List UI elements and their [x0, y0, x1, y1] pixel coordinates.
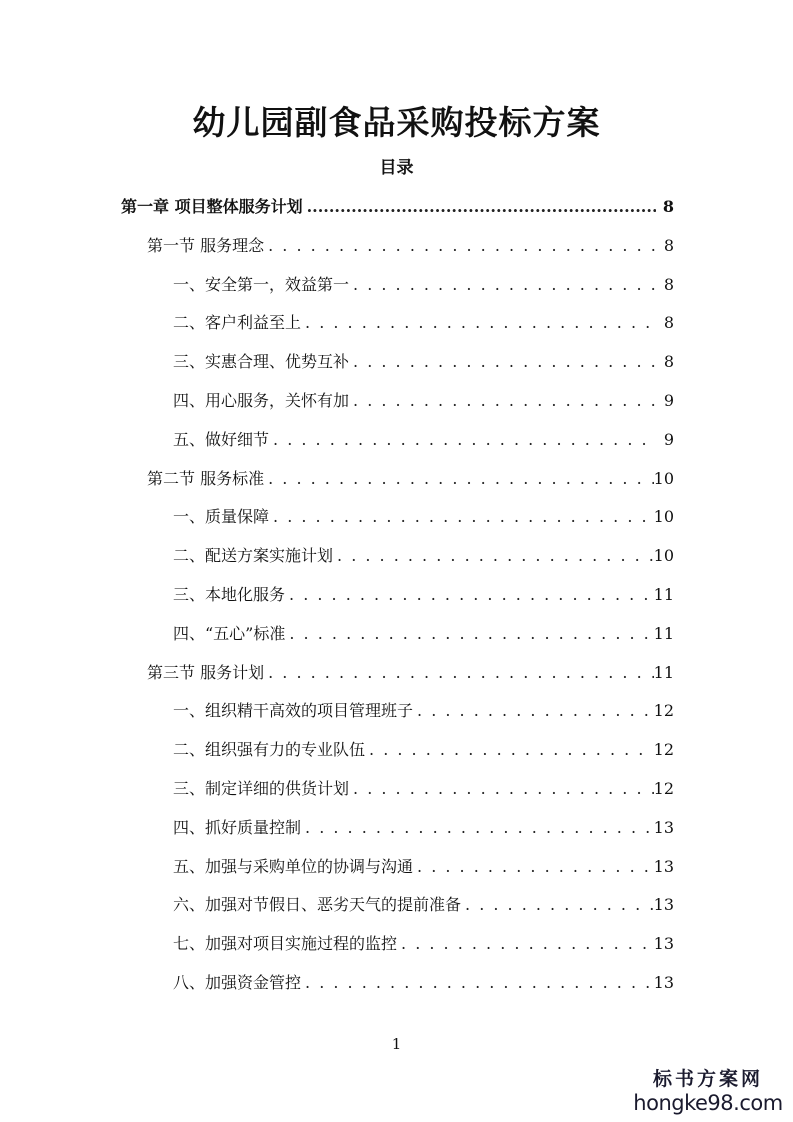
- toc-subsection-entry[interactable]: [173, 964, 674, 1003]
- toc-section-entry[interactable]: [147, 654, 674, 693]
- toc-leader-dots: [349, 343, 656, 382]
- toc-subsection-entry[interactable]: [173, 498, 674, 537]
- toc-subsection-entry[interactable]: [173, 809, 674, 848]
- toc-entry-label: 第一节 服务理念: [147, 235, 265, 255]
- toc-entry-label: 一、安全第一，效益第一: [173, 274, 350, 294]
- watermark-logo: [633, 1068, 783, 1116]
- toc-entry-page: 8: [663, 235, 674, 255]
- toc-leader-dots: [349, 266, 656, 305]
- page-number: 1: [391, 1035, 402, 1053]
- toc-subsection-entry[interactable]: [173, 382, 674, 421]
- toc-entry-label: 一、组织精干高效的项目管理班子: [173, 701, 414, 721]
- toc-subsection-entry[interactable]: [173, 731, 674, 770]
- toc-entry-label: 五、做好细节: [173, 429, 270, 449]
- toc-leader-dots: [285, 576, 654, 615]
- toc-entry-label: 八、加强资金管控: [173, 973, 302, 992]
- toc-entry-page: 10: [653, 468, 674, 488]
- toc-entry-label: 二、客户利益至上: [173, 313, 302, 333]
- toc-entry-label: 三、制定详细的供货计划: [173, 779, 350, 798]
- toc-entry-page: 8: [663, 313, 674, 333]
- toc-leader-dots: [413, 848, 654, 887]
- toc-entry-label: 六、加强对节假日、恶劣天气的提前准备: [173, 895, 462, 915]
- toc-leader-dots: [301, 964, 654, 1003]
- toc-entry-page: 9: [663, 429, 674, 449]
- toc-leader-dots: [264, 460, 654, 499]
- toc-subsection-entry[interactable]: [173, 421, 674, 460]
- toc-entry-page: 11: [653, 662, 674, 682]
- toc-subsection-entry[interactable]: [173, 615, 674, 654]
- toc-heading: 目录: [379, 158, 414, 178]
- toc-entry-label: 四、抓好质量控制: [173, 817, 302, 837]
- toc-entry-label: 第三节 服务计划: [147, 662, 265, 682]
- toc-entry-page: 12: [653, 740, 674, 760]
- toc-subsection-entry[interactable]: [173, 925, 674, 964]
- toc-leader-dots: [285, 615, 653, 654]
- toc-entry-page: 13: [653, 856, 674, 876]
- toc-leader-dots: [269, 421, 656, 460]
- toc-entry-page: 11: [653, 585, 674, 604]
- watermark-site-name: 标书方案网: [652, 1068, 763, 1090]
- toc-chapter-entry[interactable]: [121, 188, 674, 227]
- toc-entry-label: 第一章 项目整体服务计划: [121, 197, 303, 216]
- document-title: 幼儿园副食品采购投标方案: [192, 103, 601, 142]
- toc-leader-dots: [397, 925, 654, 964]
- watermark-url: hongke98.com: [633, 1091, 783, 1115]
- toc-entry-page: 13: [653, 973, 674, 992]
- toc-leader-dots: [413, 692, 654, 731]
- toc-subsection-entry[interactable]: [173, 537, 674, 576]
- toc-entry-label: 七、加强对项目实施过程的监控: [173, 934, 398, 954]
- toc-subsection-entry[interactable]: [173, 304, 674, 343]
- toc-subsection-entry[interactable]: [173, 266, 674, 305]
- toc-subsection-entry[interactable]: [173, 848, 674, 887]
- toc-leader-dots: [461, 886, 654, 925]
- toc-leader-dots: [301, 304, 656, 343]
- toc-entry-page: 11: [653, 623, 674, 643]
- toc-leader-dots: [333, 537, 654, 576]
- toc-entry-page: 10: [653, 546, 674, 566]
- toc-leader-dots: [303, 188, 656, 227]
- toc-subsection-entry[interactable]: [173, 576, 674, 615]
- toc-entry-label: 四、“五心”标准: [173, 623, 286, 643]
- toc-leader-dots: [301, 809, 654, 848]
- toc-leader-dots: [269, 498, 654, 537]
- toc-leader-dots: [365, 731, 654, 770]
- toc-entry-page: 13: [653, 817, 674, 837]
- toc-entry-label: 二、配送方案实施计划: [173, 546, 334, 566]
- toc-subsection-entry[interactable]: [173, 692, 674, 731]
- toc-section-entry[interactable]: [147, 227, 674, 266]
- toc-entry-page: 10: [653, 507, 674, 527]
- toc-entry-page: 8: [662, 197, 674, 216]
- toc-entry-label: 四、用心服务，关怀有加: [173, 391, 350, 410]
- toc-entry-label: 第二节 服务标准: [147, 468, 265, 488]
- toc-entry-page: 13: [653, 934, 674, 954]
- toc-leader-dots: [264, 227, 656, 266]
- toc-leader-dots: [349, 382, 656, 421]
- toc-entry-label: 三、实惠合理、优势互补: [173, 352, 350, 372]
- toc-section-entry[interactable]: [147, 460, 674, 499]
- toc-entry-page: 8: [663, 352, 674, 372]
- toc-entry-label: 二、组织强有力的专业队伍: [173, 740, 366, 760]
- toc-leader-dots: [264, 654, 654, 693]
- toc-entry-page: 9: [663, 391, 674, 410]
- toc-subsection-entry[interactable]: [173, 770, 674, 809]
- toc-entry-label: 一、质量保障: [173, 507, 270, 527]
- toc-leader-dots: [349, 770, 654, 809]
- toc-entry-page: 13: [653, 895, 674, 915]
- toc-entry-label: 五、加强与采购单位的协调与沟通: [173, 856, 414, 876]
- toc-subsection-entry[interactable]: [173, 886, 674, 925]
- toc-entry-label: 三、本地化服务: [173, 585, 286, 604]
- toc-entry-page: 12: [653, 701, 674, 721]
- toc-subsection-entry[interactable]: [173, 343, 674, 382]
- toc-entry-page: 12: [653, 779, 674, 798]
- toc-entry-page: 8: [663, 274, 674, 294]
